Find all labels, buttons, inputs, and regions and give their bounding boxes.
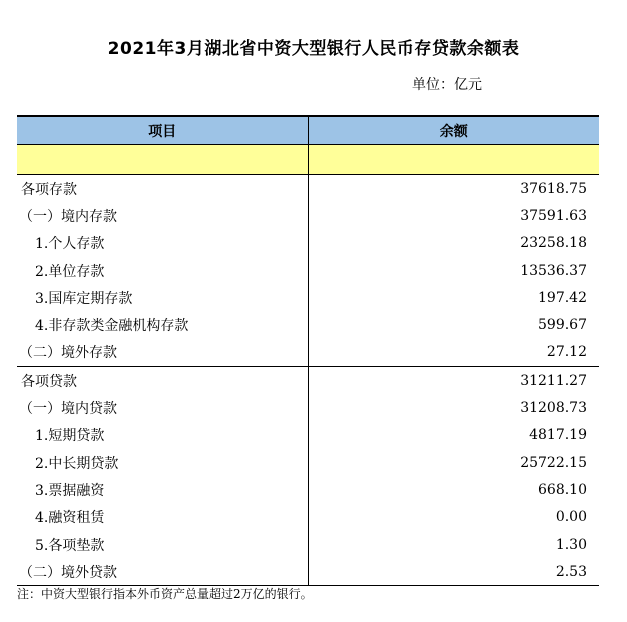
table-row	[17, 230, 599, 257]
row-label: 3.票据融资	[35, 482, 105, 499]
row-value: 1.30	[308, 531, 599, 558]
header-item: 项目	[17, 116, 308, 145]
header-band-left	[17, 145, 308, 175]
row-label: （一）境内存款	[19, 208, 117, 225]
row-value: 37591.63	[308, 202, 599, 229]
footnote: 注：中资大型银行指本外币资产总量超过2万亿的银行。	[17, 587, 313, 601]
table-row	[17, 394, 599, 421]
row-value: 25722.15	[308, 449, 599, 476]
row-label: 2.中长期贷款	[35, 455, 119, 472]
row-label: 4.融资租赁	[35, 510, 105, 527]
row-value: 37618.75	[308, 175, 599, 203]
balance-table	[17, 115, 599, 586]
page-title: 2021年3月湖北省中资大型银行人民币存贷款余额表	[107, 39, 520, 59]
row-value: 599.67	[308, 311, 599, 338]
row-value: 23258.18	[308, 230, 599, 257]
row-label: 各项存款	[21, 181, 77, 198]
table-row	[17, 202, 599, 229]
table-row	[17, 311, 599, 338]
table-header-row	[17, 116, 599, 145]
table-row	[17, 531, 599, 558]
table-row	[17, 175, 599, 203]
row-label: 4.非存款类金融机构存款	[35, 318, 189, 335]
row-value: 197.42	[308, 284, 599, 311]
row-label: 1.个人存款	[35, 236, 105, 253]
row-label: 各项贷款	[17, 367, 308, 395]
row-value: 2.53	[308, 558, 599, 586]
table-row	[17, 339, 599, 367]
row-value: 668.10	[308, 476, 599, 503]
table-row	[17, 476, 599, 503]
table-row	[17, 367, 599, 395]
row-label: （二）境外存款	[19, 345, 117, 362]
table-row	[17, 504, 599, 531]
table-row	[17, 449, 599, 476]
header-band-right	[308, 145, 599, 175]
row-value: 4817.19	[308, 422, 599, 449]
header-balance: 余额	[308, 116, 599, 145]
row-label: 1.短期贷款	[35, 428, 105, 445]
row-value: 31208.73	[308, 394, 599, 421]
unit-label: 单位：亿元	[412, 77, 482, 93]
row-value: 0.00	[308, 504, 599, 531]
row-label: 5.各项垫款	[35, 537, 105, 554]
table-header-band	[17, 145, 599, 175]
row-label: （二）境外贷款	[17, 558, 308, 586]
table-row	[17, 257, 599, 284]
table-row	[17, 422, 599, 449]
row-value: 13536.37	[308, 257, 599, 284]
table-row	[17, 284, 599, 311]
row-value: 31211.27	[308, 367, 599, 395]
table-row	[17, 558, 599, 586]
row-label: 2.单位存款	[35, 263, 105, 280]
row-label: （一）境内贷款	[19, 401, 117, 418]
row-value: 27.12	[308, 339, 599, 367]
row-label: 3.国库定期存款	[35, 290, 133, 307]
